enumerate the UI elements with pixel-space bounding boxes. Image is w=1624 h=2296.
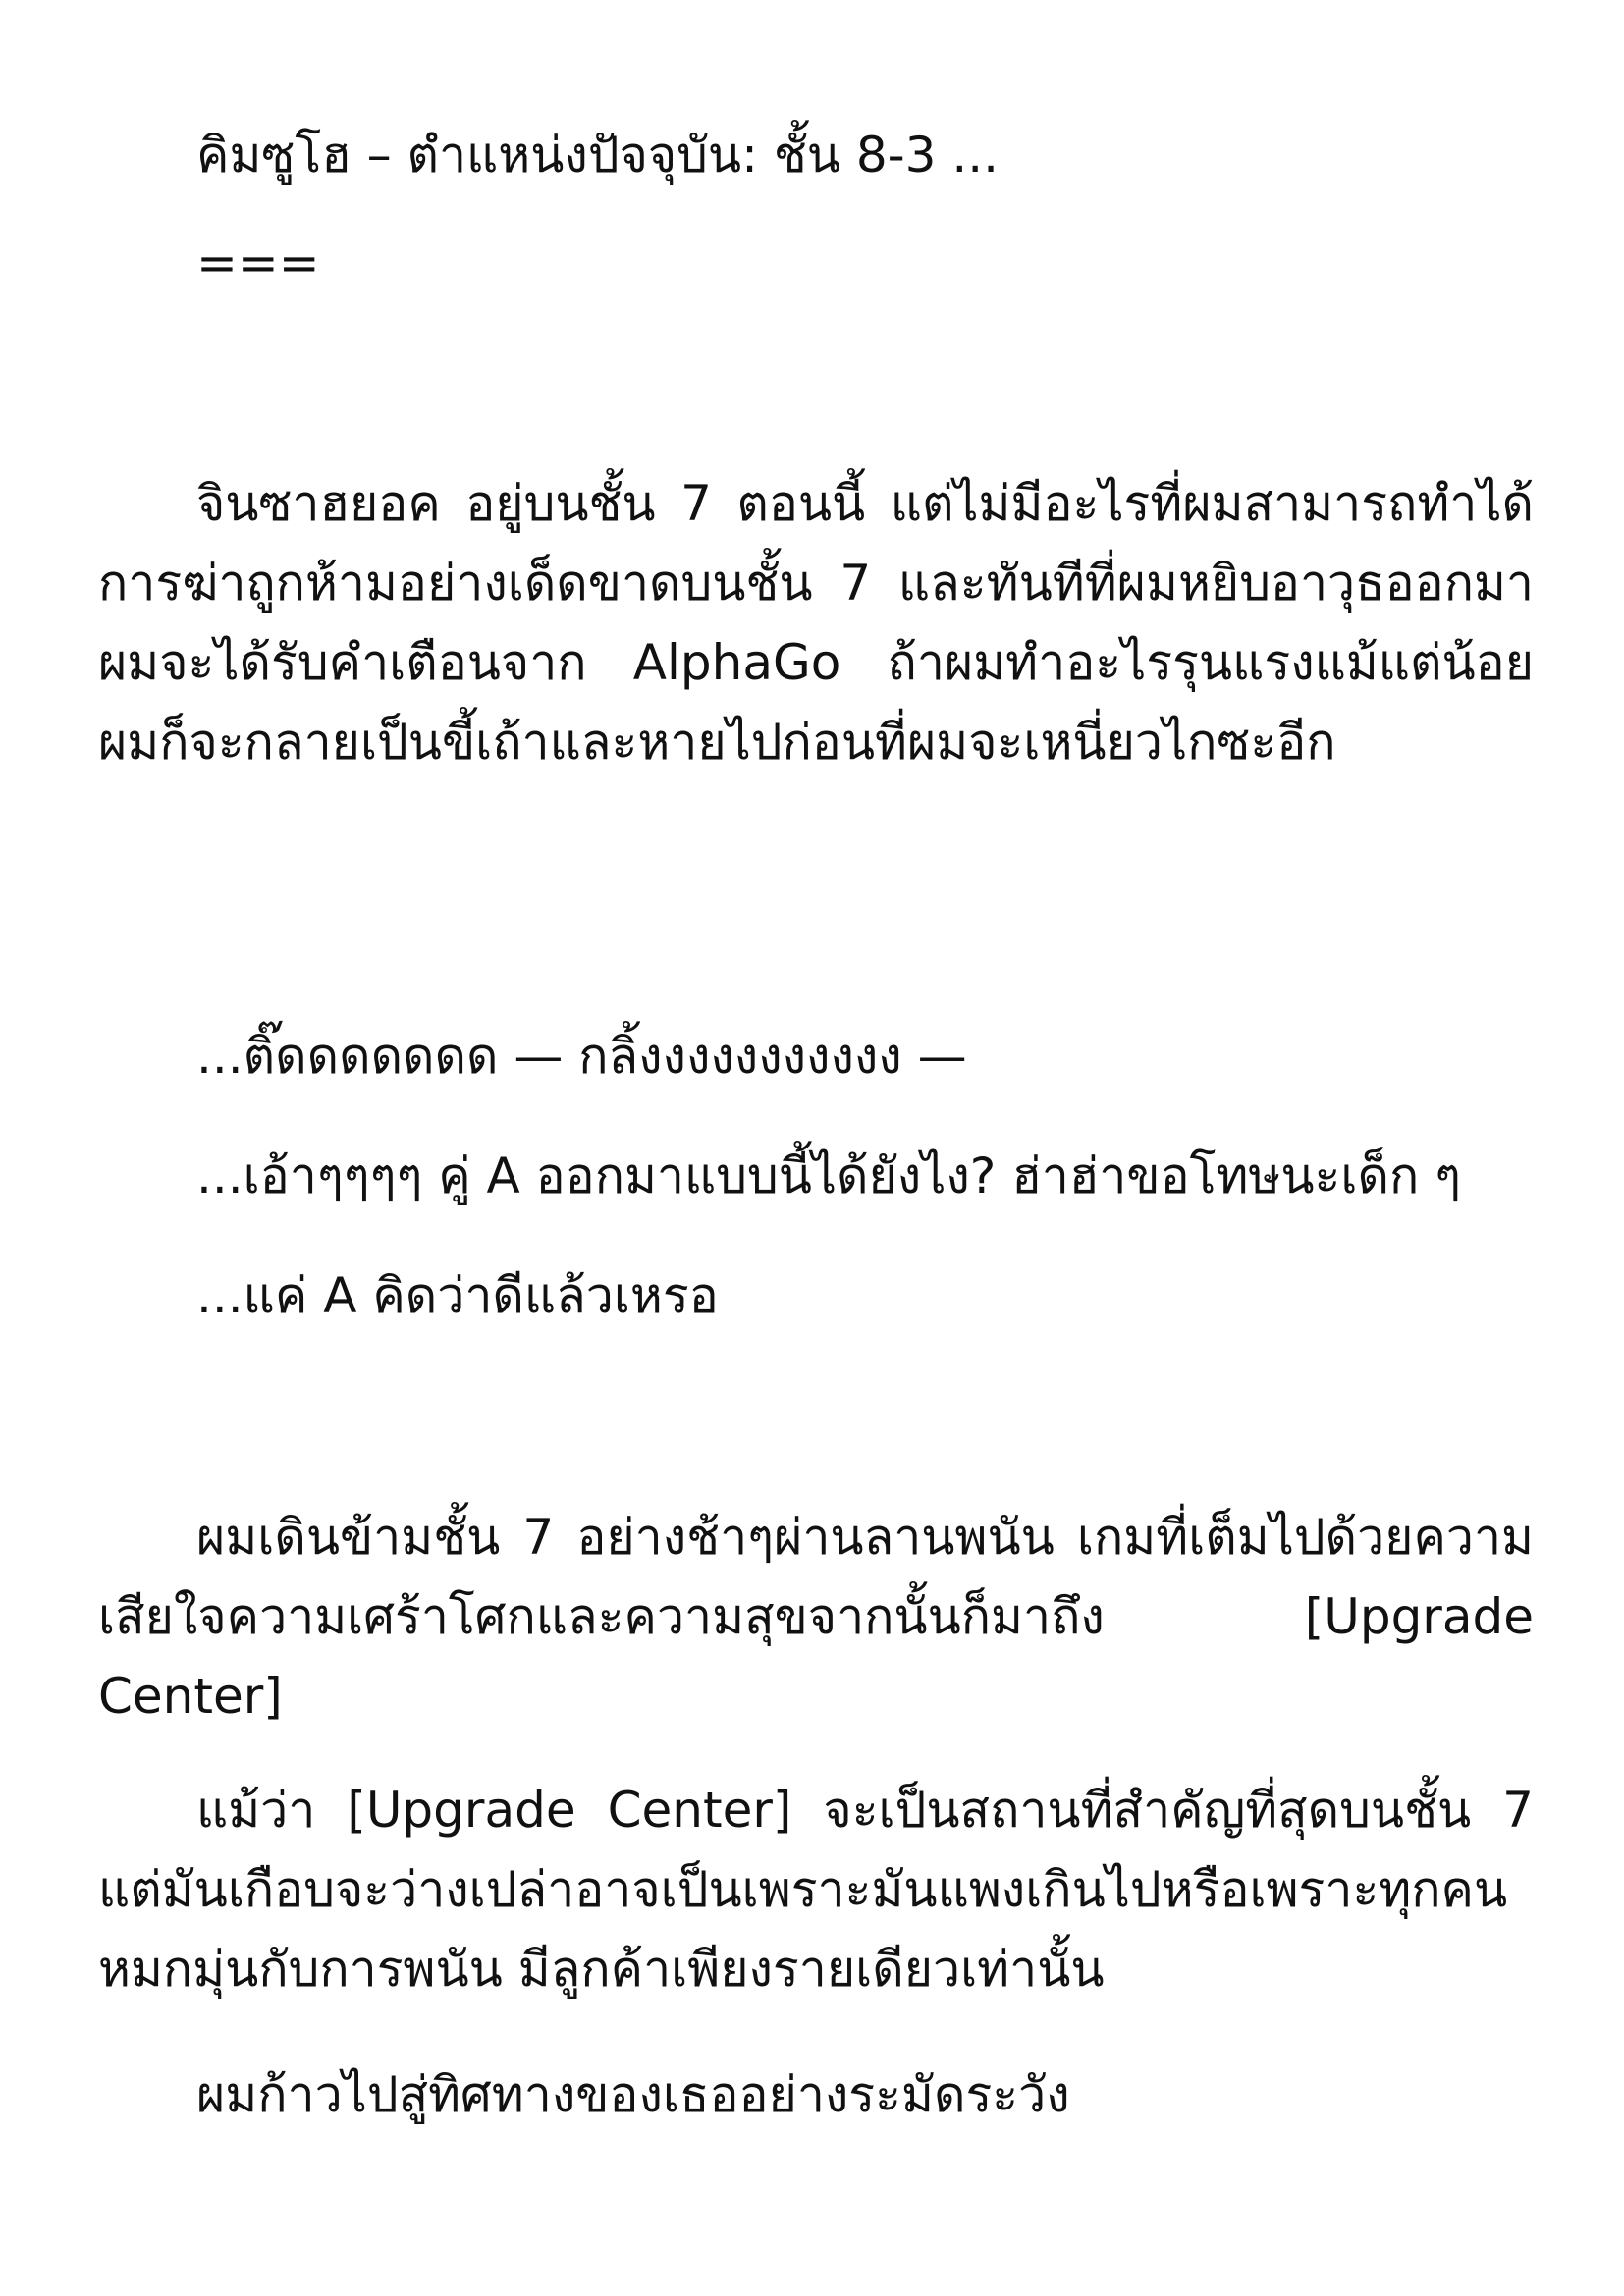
paragraph-dialogue-2: ...แค่ A คิดว่าดีแล้วเหรอ	[196, 1267, 719, 1324]
paragraph-narration-1: จินซาฮยอค อยู่บนชั้น 7 ตอนนี้ แต่ไม่มีอะไรที่ผมสามารถทำได้ การฆ่าถูกห้ามอย่างเด็ดขาดบนชั้น 7 และทันทีที่ผมหยิบอาวุธออกมาผมจะได้รับคำเตือนจาก AlphaGo ถ้าผมทำอะไรรุนแรงแม้แต่น้อย ผมก็จะกลายเป็นขี้เถ้าและหายไปก่อนที่ผมจะเหนี่ยวไกซะอีก	[98, 475, 1534, 771]
paragraph-location-header: คิมซูโฮ – ตำแหน่งปัจจุบัน: ชั้น 8-3 ...	[196, 127, 1000, 184]
paragraph-separator: ===	[196, 235, 320, 292]
paragraph-narration-2: ผมเดินข้ามชั้น 7 อย่างช้าๆผ่านลานพนัน เกมที่เต็มไปด้วยความเสียใจความเศร้าโศกและความสุขจากนั้นก็มาถึง [Upgrade Center]	[98, 1509, 1534, 1725]
paragraph-dialogue-1: ...เอ้าๆๆๆๆ คู่ A ออกมาแบบนี้ได้ยังไง? ฮ่าฮ่าขอโทษนะเด็ก ๆ	[196, 1148, 1461, 1204]
paragraph-sound-effect: ...ติ๊ดดดดดดด — กลิ้งงงงงงงงงงง —	[196, 1028, 967, 1085]
paragraph-narration-3: แม้ว่า [Upgrade Center] จะเป็นสถานที่สำคัญที่สุดบนชั้น 7 แต่มันเกือบจะว่างเปล่าอาจเป็นเพราะมันแพงเกินไปหรือเพราะทุกคนหมกมุ่นกับการพนัน มีลูกค้าเพียงรายเดียวเท่านั้น	[98, 1782, 1534, 1998]
paragraph-narration-4: ผมก้าวไปสู่ทิศทางของเธออย่างระมัดระวัง	[196, 2066, 1070, 2123]
